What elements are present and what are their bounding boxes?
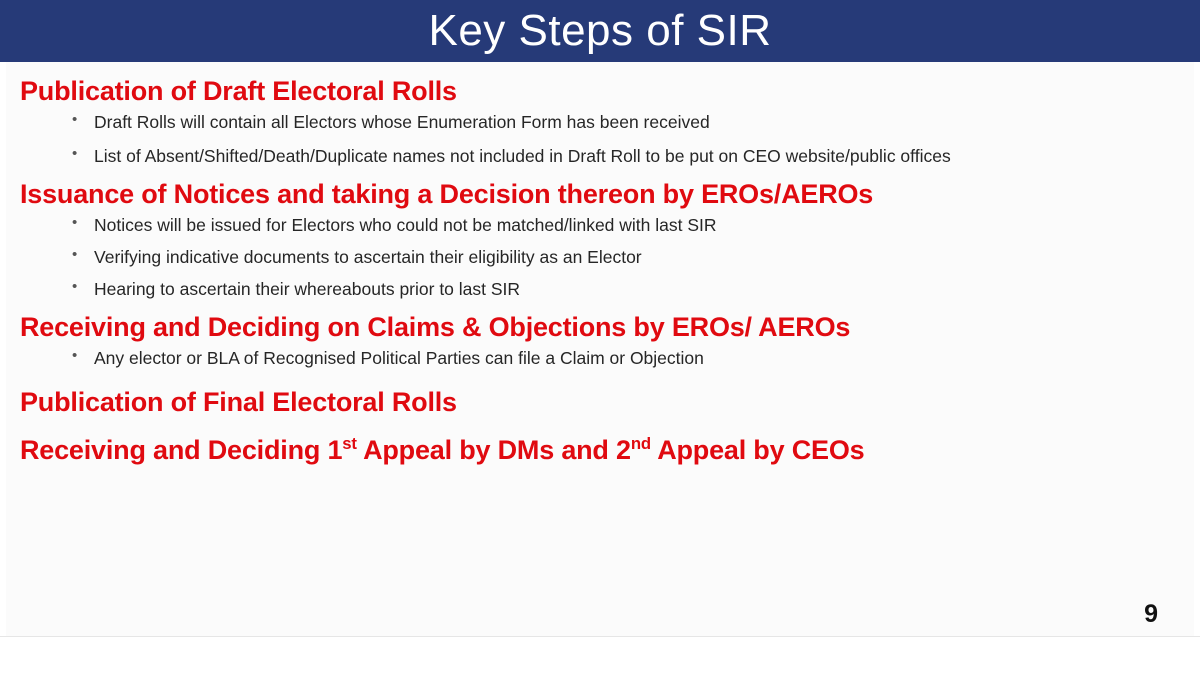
appeals-text-part-3: Appeal by CEOs (650, 435, 865, 465)
section-bullet-list (20, 110, 1180, 169)
slide-title-bar (0, 0, 1200, 62)
appeals-superscript-second: nd (630, 434, 651, 453)
section-notices (20, 179, 1180, 302)
section-claims-objections (20, 312, 1180, 371)
section-heading: Publication of Draft Electoral Rolls (20, 76, 457, 106)
list-item: • Any elector or BLA of Recognised Political Parties can file a Claim or Objection (72, 346, 1180, 371)
list-item: • Hearing to ascertain their whereabouts prior to last SIR (72, 277, 1180, 302)
slide-title: Key Steps of SIR (428, 6, 772, 55)
section-heading: Issuance of Notices and taking a Decision thereon by EROs/AEROs (20, 178, 874, 209)
slide-content (6, 62, 1194, 637)
list-item: • Verifying indicative documents to ascertain their eligibility as an Elector (72, 245, 1180, 270)
section-heading: Publication of Final Electoral Rolls (20, 386, 457, 417)
section-final-rolls (20, 387, 1180, 417)
section-bullet-list (20, 346, 1180, 371)
appeals-superscript-first: st (342, 434, 357, 453)
list-item: • List of Absent/Shifted/Death/Duplicate names not included in Draft Roll to be put on CEO website/public offices (72, 144, 1180, 169)
appeals-text-part-1: Receiving and Deciding 1 (20, 435, 343, 465)
section-draft-rolls (20, 76, 1180, 169)
section-heading: Receiving and Deciding on Claims & Objections by EROs/ AEROs (20, 311, 851, 342)
slide-bottom-strip (0, 636, 1200, 675)
spacer (20, 421, 1180, 435)
list-item: • Notices will be issued for Electors who could not be matched/linked with last SIR (72, 213, 1180, 238)
section-bullet-list (20, 213, 1180, 302)
page-number: 9 (1144, 600, 1158, 628)
list-item: • Draft Rolls will contain all Electors whose Enumeration Form has been received (72, 110, 1180, 135)
appeals-text-part-2: Appeal by DMs and 2 (356, 435, 631, 465)
section-appeals (20, 435, 1180, 465)
